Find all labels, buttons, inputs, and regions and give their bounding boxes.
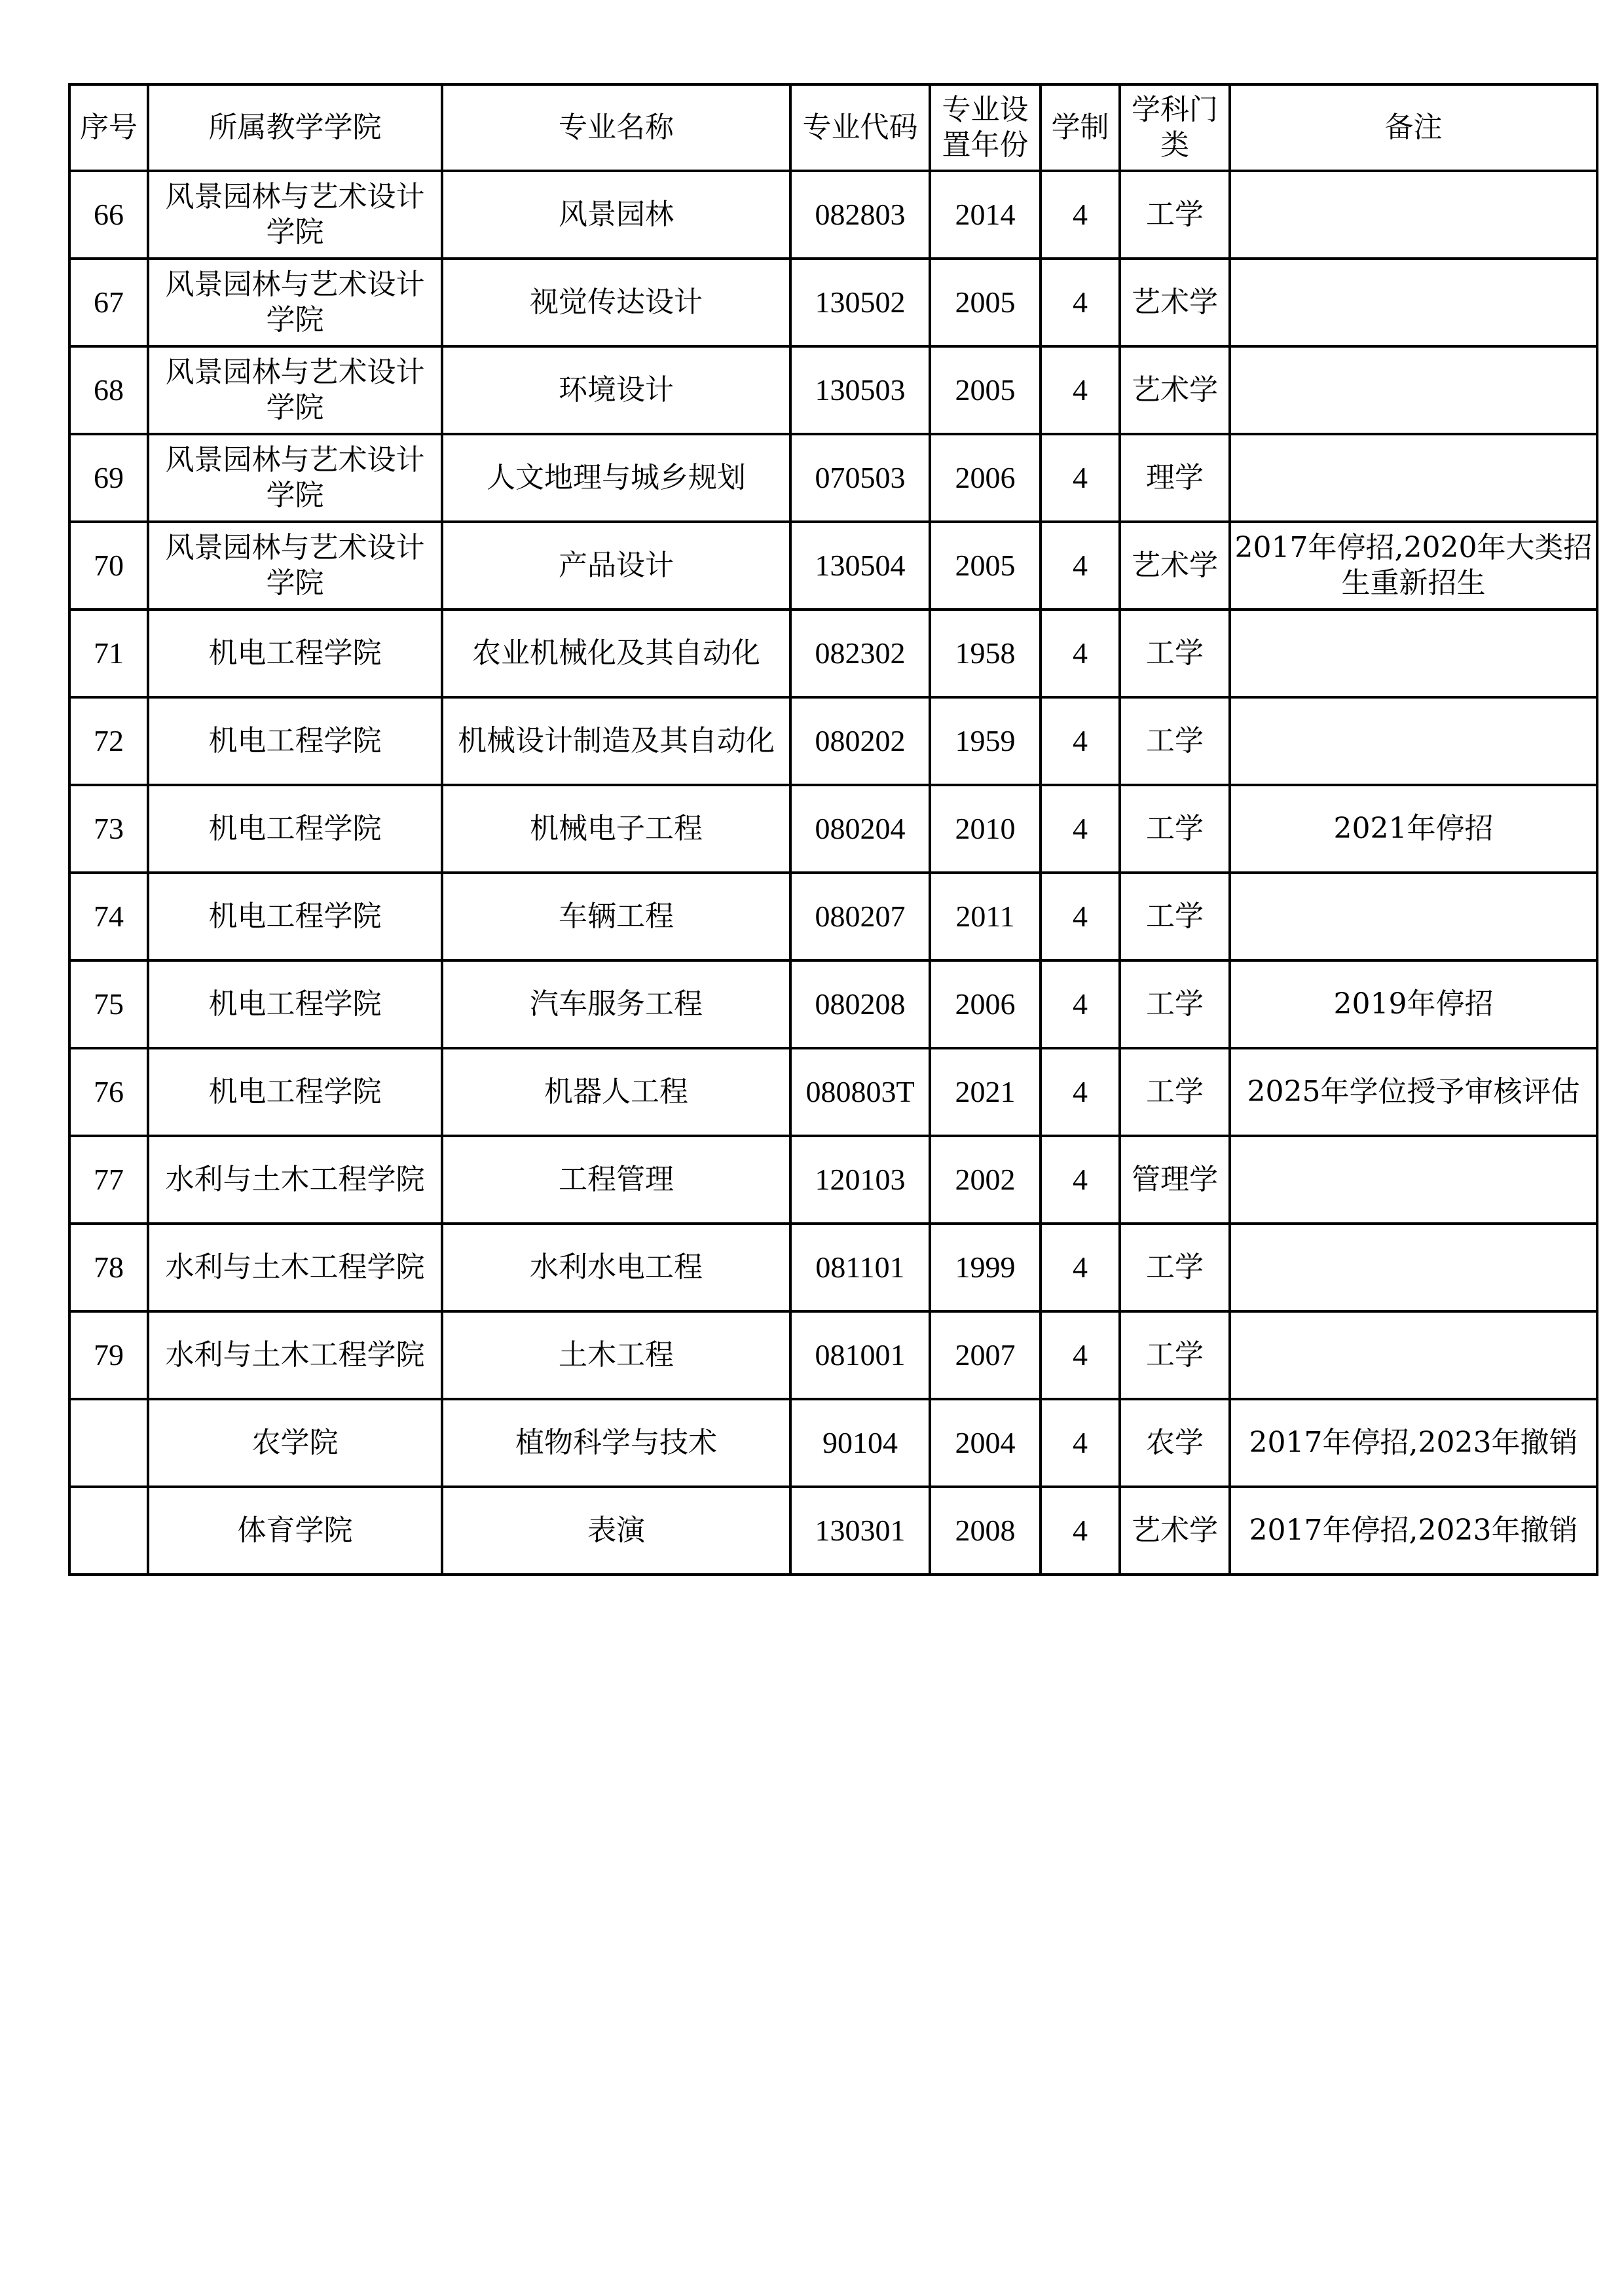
cell-year: 1958 bbox=[930, 610, 1041, 697]
cell-duration: 4 bbox=[1041, 1399, 1120, 1487]
cell-note bbox=[1230, 434, 1597, 522]
cell-code: 080803T bbox=[790, 1048, 930, 1136]
cell-no: 73 bbox=[69, 785, 148, 873]
cell-duration: 4 bbox=[1041, 1136, 1120, 1224]
table-row bbox=[69, 1487, 1597, 1575]
cell-no bbox=[69, 1399, 148, 1487]
cell-no: 67 bbox=[69, 259, 148, 346]
cell-category: 工学 bbox=[1120, 171, 1230, 259]
cell-year: 2014 bbox=[930, 171, 1041, 259]
cell-year: 2004 bbox=[930, 1399, 1041, 1487]
cell-year: 1959 bbox=[930, 697, 1041, 785]
header-row bbox=[69, 84, 1597, 171]
cell-note bbox=[1230, 873, 1597, 960]
cell-year: 2005 bbox=[930, 259, 1041, 346]
cell-note bbox=[1230, 610, 1597, 697]
cell-code: 080207 bbox=[790, 873, 930, 960]
cell-duration: 4 bbox=[1041, 1487, 1120, 1575]
cell-duration: 4 bbox=[1041, 522, 1120, 610]
cell-duration: 4 bbox=[1041, 697, 1120, 785]
table-row bbox=[69, 697, 1597, 785]
cell-major: 表演 bbox=[442, 1487, 790, 1575]
cell-duration: 4 bbox=[1041, 960, 1120, 1048]
table-row bbox=[69, 1224, 1597, 1311]
table-row bbox=[69, 1136, 1597, 1224]
cell-college: 机电工程学院 bbox=[148, 873, 442, 960]
cell-college: 机电工程学院 bbox=[148, 785, 442, 873]
cell-note bbox=[1230, 1311, 1597, 1399]
cell-major: 视觉传达设计 bbox=[442, 259, 790, 346]
table-row bbox=[69, 610, 1597, 697]
cell-major: 产品设计 bbox=[442, 522, 790, 610]
cell-duration: 4 bbox=[1041, 1048, 1120, 1136]
cell-major: 环境设计 bbox=[442, 346, 790, 434]
cell-note: 2017年停招,2023年撤销 bbox=[1230, 1487, 1597, 1575]
cell-code: 082302 bbox=[790, 610, 930, 697]
cell-code: 080208 bbox=[790, 960, 930, 1048]
cell-category: 工学 bbox=[1120, 1048, 1230, 1136]
cell-code: 081001 bbox=[790, 1311, 930, 1399]
cell-no bbox=[69, 1487, 148, 1575]
cell-major: 汽车服务工程 bbox=[442, 960, 790, 1048]
table-row bbox=[69, 1399, 1597, 1487]
table-row bbox=[69, 873, 1597, 960]
table-row bbox=[69, 785, 1597, 873]
cell-no: 69 bbox=[69, 434, 148, 522]
cell-note: 2019年停招 bbox=[1230, 960, 1597, 1048]
cell-category: 艺术学 bbox=[1120, 259, 1230, 346]
cell-major: 人文地理与城乡规划 bbox=[442, 434, 790, 522]
cell-note bbox=[1230, 1136, 1597, 1224]
cell-code: 90104 bbox=[790, 1399, 930, 1487]
cell-college: 风景园林与艺术设计学院 bbox=[148, 171, 442, 259]
cell-category: 艺术学 bbox=[1120, 1487, 1230, 1575]
cell-no: 76 bbox=[69, 1048, 148, 1136]
cell-year: 2005 bbox=[930, 346, 1041, 434]
cell-note: 2017年停招,2020年大类招生重新招生 bbox=[1230, 522, 1597, 610]
cell-note: 2025年学位授予审核评估 bbox=[1230, 1048, 1597, 1136]
cell-no: 77 bbox=[69, 1136, 148, 1224]
cell-code: 070503 bbox=[790, 434, 930, 522]
cell-code: 120103 bbox=[790, 1136, 930, 1224]
header-duration: 学制 bbox=[1041, 84, 1120, 171]
cell-year: 2008 bbox=[930, 1487, 1041, 1575]
cell-note bbox=[1230, 346, 1597, 434]
cell-duration: 4 bbox=[1041, 873, 1120, 960]
cell-year: 2005 bbox=[930, 522, 1041, 610]
cell-year: 2002 bbox=[930, 1136, 1041, 1224]
cell-note bbox=[1230, 1224, 1597, 1311]
cell-college: 体育学院 bbox=[148, 1487, 442, 1575]
table-row bbox=[69, 1048, 1597, 1136]
cell-no: 74 bbox=[69, 873, 148, 960]
header-no: 序号 bbox=[69, 84, 148, 171]
cell-duration: 4 bbox=[1041, 610, 1120, 697]
cell-code: 080204 bbox=[790, 785, 930, 873]
cell-category: 管理学 bbox=[1120, 1136, 1230, 1224]
cell-no: 70 bbox=[69, 522, 148, 610]
cell-no: 68 bbox=[69, 346, 148, 434]
cell-note bbox=[1230, 259, 1597, 346]
cell-college: 水利与土木工程学院 bbox=[148, 1224, 442, 1311]
cell-no: 78 bbox=[69, 1224, 148, 1311]
cell-college: 风景园林与艺术设计学院 bbox=[148, 522, 442, 610]
cell-year: 1999 bbox=[930, 1224, 1041, 1311]
cell-college: 机电工程学院 bbox=[148, 697, 442, 785]
header-code: 专业代码 bbox=[790, 84, 930, 171]
cell-major: 植物科学与技术 bbox=[442, 1399, 790, 1487]
cell-code: 130503 bbox=[790, 346, 930, 434]
cell-year: 2010 bbox=[930, 785, 1041, 873]
majors-table bbox=[68, 83, 1598, 1576]
cell-major: 工程管理 bbox=[442, 1136, 790, 1224]
cell-category: 艺术学 bbox=[1120, 346, 1230, 434]
cell-category: 工学 bbox=[1120, 873, 1230, 960]
table-row bbox=[69, 960, 1597, 1048]
cell-category: 工学 bbox=[1120, 960, 1230, 1048]
table-row bbox=[69, 522, 1597, 610]
cell-major: 农业机械化及其自动化 bbox=[442, 610, 790, 697]
cell-note: 2017年停招,2023年撤销 bbox=[1230, 1399, 1597, 1487]
cell-year: 2006 bbox=[930, 434, 1041, 522]
cell-college: 农学院 bbox=[148, 1399, 442, 1487]
cell-major: 土木工程 bbox=[442, 1311, 790, 1399]
cell-category: 工学 bbox=[1120, 1311, 1230, 1399]
cell-no: 71 bbox=[69, 610, 148, 697]
cell-year: 2011 bbox=[930, 873, 1041, 960]
header-college: 所属教学学院 bbox=[148, 84, 442, 171]
cell-major: 机器人工程 bbox=[442, 1048, 790, 1136]
table-row bbox=[69, 171, 1597, 259]
table-row bbox=[69, 1311, 1597, 1399]
cell-college: 机电工程学院 bbox=[148, 610, 442, 697]
cell-category: 工学 bbox=[1120, 785, 1230, 873]
cell-category: 农学 bbox=[1120, 1399, 1230, 1487]
cell-college: 风景园林与艺术设计学院 bbox=[148, 346, 442, 434]
cell-college: 水利与土木工程学院 bbox=[148, 1136, 442, 1224]
cell-code: 130502 bbox=[790, 259, 930, 346]
cell-category: 工学 bbox=[1120, 697, 1230, 785]
cell-year: 2006 bbox=[930, 960, 1041, 1048]
cell-college: 机电工程学院 bbox=[148, 960, 442, 1048]
cell-note bbox=[1230, 697, 1597, 785]
cell-duration: 4 bbox=[1041, 434, 1120, 522]
header-year: 专业设置年份 bbox=[930, 84, 1041, 171]
header-note: 备注 bbox=[1230, 84, 1597, 171]
cell-category: 工学 bbox=[1120, 610, 1230, 697]
cell-college: 机电工程学院 bbox=[148, 1048, 442, 1136]
table-row bbox=[69, 259, 1597, 346]
cell-code: 080202 bbox=[790, 697, 930, 785]
cell-no: 72 bbox=[69, 697, 148, 785]
cell-duration: 4 bbox=[1041, 346, 1120, 434]
cell-college: 风景园林与艺术设计学院 bbox=[148, 259, 442, 346]
cell-major: 车辆工程 bbox=[442, 873, 790, 960]
cell-duration: 4 bbox=[1041, 785, 1120, 873]
cell-major: 机械设计制造及其自动化 bbox=[442, 697, 790, 785]
cell-code: 130504 bbox=[790, 522, 930, 610]
header-category: 学科门类 bbox=[1120, 84, 1230, 171]
cell-note bbox=[1230, 171, 1597, 259]
cell-category: 工学 bbox=[1120, 1224, 1230, 1311]
cell-code: 082803 bbox=[790, 171, 930, 259]
cell-duration: 4 bbox=[1041, 171, 1120, 259]
table-row bbox=[69, 434, 1597, 522]
cell-no: 79 bbox=[69, 1311, 148, 1399]
cell-no: 75 bbox=[69, 960, 148, 1048]
cell-duration: 4 bbox=[1041, 259, 1120, 346]
cell-code: 130301 bbox=[790, 1487, 930, 1575]
cell-category: 艺术学 bbox=[1120, 522, 1230, 610]
cell-major: 风景园林 bbox=[442, 171, 790, 259]
cell-year: 2007 bbox=[930, 1311, 1041, 1399]
table-row bbox=[69, 346, 1597, 434]
cell-no: 66 bbox=[69, 171, 148, 259]
cell-college: 风景园林与艺术设计学院 bbox=[148, 434, 442, 522]
header-major: 专业名称 bbox=[442, 84, 790, 171]
cell-category: 理学 bbox=[1120, 434, 1230, 522]
cell-college: 水利与土木工程学院 bbox=[148, 1311, 442, 1399]
cell-major: 机械电子工程 bbox=[442, 785, 790, 873]
cell-year: 2021 bbox=[930, 1048, 1041, 1136]
cell-duration: 4 bbox=[1041, 1224, 1120, 1311]
cell-code: 081101 bbox=[790, 1224, 930, 1311]
cell-major: 水利水电工程 bbox=[442, 1224, 790, 1311]
cell-note: 2021年停招 bbox=[1230, 785, 1597, 873]
cell-duration: 4 bbox=[1041, 1311, 1120, 1399]
